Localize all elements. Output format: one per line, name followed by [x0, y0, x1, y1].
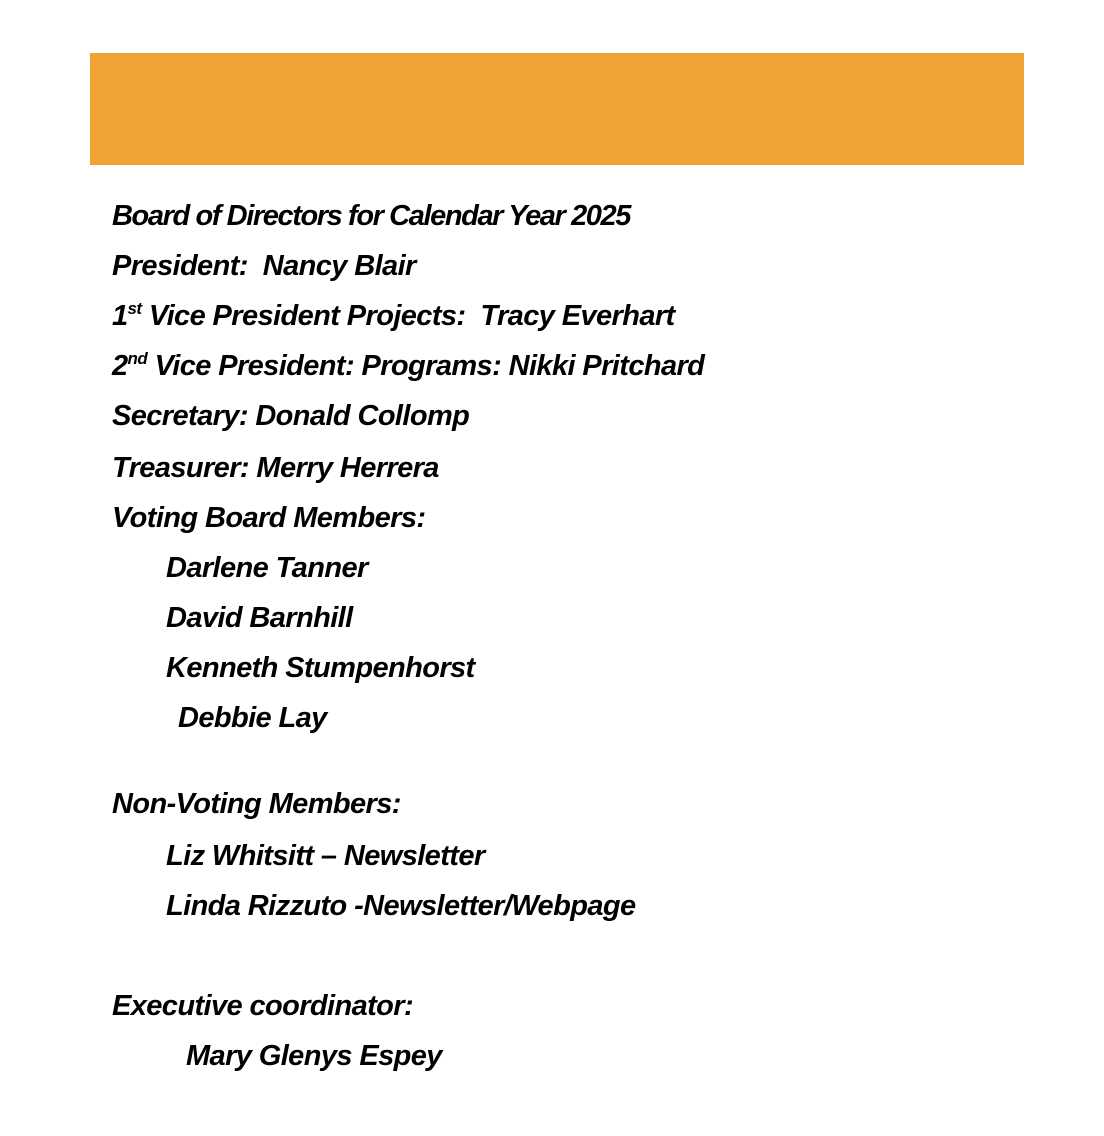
president-line — [112, 246, 416, 286]
nonvoting-heading: Non-Voting Members: — [112, 788, 401, 820]
nonvoting-member: Linda Rizzuto -Newsletter/Webpage — [166, 890, 636, 922]
vp1-ordinal-suffix: st — [127, 299, 142, 318]
treasurer-line — [112, 448, 439, 488]
vp2-name: Nikki Pritchard — [508, 350, 705, 382]
voting-member: Darlene Tanner — [166, 552, 368, 584]
secretary-name: Donald Collomp — [255, 400, 470, 432]
voting-heading: Voting Board Members: — [112, 502, 426, 534]
vp2-role: Vice President: Programs: — [154, 350, 502, 382]
voting-member: David Barnhill — [166, 602, 353, 634]
president-name: Nancy Blair — [262, 250, 416, 282]
secretary-line — [112, 396, 469, 436]
vp1-role: Vice President Projects: — [148, 300, 466, 332]
header-banner — [90, 53, 1024, 165]
vp2-line — [112, 346, 704, 386]
president-role: President: — [112, 250, 248, 282]
vp1-ordinal: 1 — [112, 300, 128, 332]
voting-member: Debbie Lay — [178, 702, 327, 734]
executive-name: Mary Glenys Espey — [186, 1040, 442, 1072]
treasurer-name: Merry Herrera — [256, 452, 439, 484]
voting-member: Kenneth Stumpenhorst — [166, 652, 475, 684]
secretary-role: Secretary: — [112, 400, 248, 432]
vp1-name: Tracy Everhart — [480, 300, 675, 332]
document-title: Board of Directors for Calendar Year 2025 — [112, 200, 630, 232]
vp2-ordinal-suffix: nd — [127, 349, 148, 368]
vp2-ordinal: 2 — [112, 350, 128, 382]
executive-heading: Executive coordinator: — [112, 990, 414, 1022]
treasurer-role: Treasurer: — [112, 452, 249, 484]
vp1-line — [112, 296, 675, 336]
nonvoting-member: Liz Whitsitt – Newsletter — [166, 840, 485, 872]
